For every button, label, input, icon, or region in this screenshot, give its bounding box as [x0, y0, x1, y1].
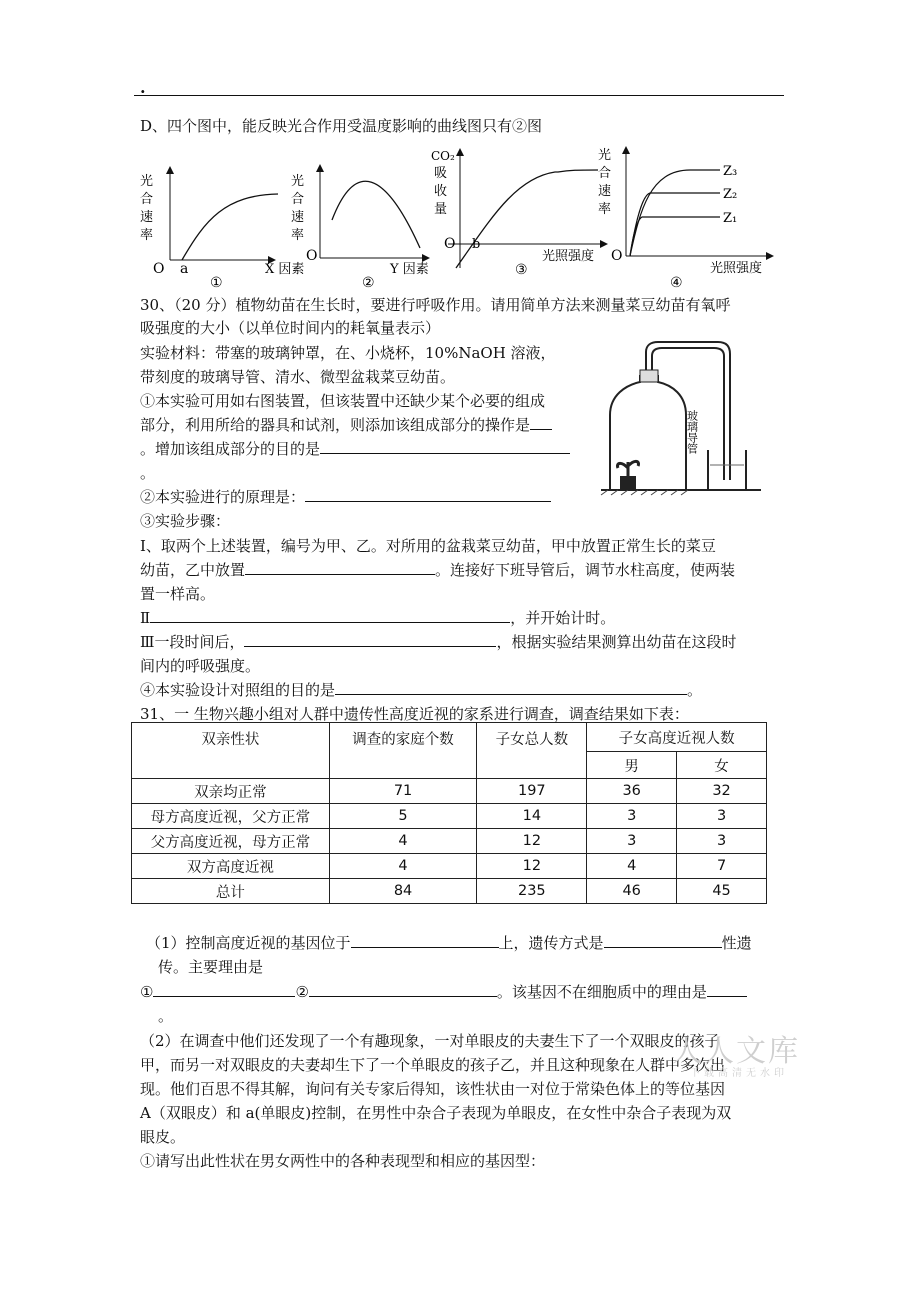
th-male: 男 [587, 752, 677, 779]
survey-table [131, 722, 767, 904]
q30-s2a: Ⅱ [140, 609, 151, 627]
q31-title: 31、一 生物兴趣小组对人群中遗传性高度近视的家系进行调查，调查结果如下表： [140, 705, 689, 723]
cell: 14 [477, 804, 587, 829]
blank[interactable] [351, 932, 499, 948]
blank[interactable] [305, 486, 551, 502]
g2-xlabel: Y 因素 [390, 262, 429, 277]
g3-xlabel: 光照强度 [542, 249, 595, 264]
blank[interactable] [530, 414, 552, 430]
cell: 父方高度近视，母方正常 [132, 829, 330, 854]
g4-ylabel-0: 光 [598, 148, 612, 163]
q31-sub1c: 性遗 [721, 934, 752, 952]
option-d: D、四个图中，能反映光合作用受温度影响的曲线图只有②图 [140, 117, 543, 135]
q30-s3a: Ⅲ一段时间后， [140, 633, 245, 651]
g3-ylabel-2: 量 [434, 202, 448, 217]
g4-xlabel: 光照强度 [710, 261, 763, 276]
g1-mark-a: a [180, 261, 189, 277]
th-children: 子女总人数 [477, 723, 587, 779]
g1-ylabel-0: 光 [140, 174, 154, 189]
th-myopia: 子女高度近视人数 [587, 723, 767, 752]
q30-materials-2: 带刻度的玻璃导管、清水、微型盆栽菜豆幼苗。 [140, 368, 456, 386]
q31-sub1d: 传。主要理由是 [158, 958, 264, 976]
cell: 45 [677, 879, 767, 904]
blank[interactable] [335, 679, 687, 695]
q30-p1d: 。 [140, 464, 156, 482]
q30-materials-1: 实验材料：带塞的玻璃钟罩，在、小烧杯，10%NaOH 溶液， [140, 344, 556, 362]
g4-curve-z1: Z₁ [723, 211, 738, 226]
q31-sub2b: 甲，而另一对双眼皮的夫妻却生下了一个单眼皮的孩子乙，并且这种现象在人群中多次出 [140, 1056, 726, 1074]
cell: 总计 [132, 879, 330, 904]
g2-ylabel-1: 合 [291, 192, 305, 207]
blank[interactable] [244, 631, 496, 647]
photosynthesis-graphs [130, 140, 800, 290]
blank[interactable] [150, 607, 510, 623]
cell: 84 [329, 879, 477, 904]
g2-num: ② [362, 275, 375, 290]
q30-p1a: ①本实验可用如右图装置，但该装置中还缺少某个必要的组成 [140, 392, 546, 410]
q31-sub2f: ①请写出此性状在男女两性中的各种表现型和相应的基因型： [140, 1152, 546, 1170]
cell: 3 [677, 829, 767, 854]
q30-s1a: Ⅰ、取两个上述装置，编号为甲、乙。对所用的盆栽菜豆幼苗，甲中放置正常生长的菜豆 [140, 537, 716, 555]
g3-ylabel-1: 收 [434, 184, 448, 199]
blank[interactable] [604, 932, 722, 948]
q30-p1c-line [140, 438, 570, 459]
g4-origin: O [611, 248, 623, 264]
q30-s1b: 幼苗，乙中放置 [140, 561, 246, 579]
cell: 71 [329, 779, 477, 804]
g4-curve-z2: Z₂ [723, 187, 738, 202]
q31-sub2c: 现。他们百思不得其解，询问有关专家后得知，该性状由一对位于常染色体上的等位基因 [140, 1080, 726, 1098]
cell: 母方高度近视，父方正常 [132, 804, 330, 829]
g1-ylabel-1: 合 [140, 192, 154, 207]
cell: 4 [329, 829, 477, 854]
q30-s3c: 间内的呼吸强度。 [140, 657, 261, 675]
q30-p2-line [140, 486, 551, 507]
graph-2 [291, 168, 429, 290]
cell: 7 [677, 854, 767, 879]
q31-sub1b: 上，遗传方式是 [498, 934, 604, 952]
blank[interactable] [320, 438, 570, 454]
q30-p2: ②本实验进行的原理是： [140, 488, 306, 506]
cell: 3 [677, 804, 767, 829]
q30-p4b: 。 [687, 681, 703, 699]
table-row [132, 804, 767, 829]
q30-s3b: ，根据实验结果测算出幼苗在这段时 [496, 633, 737, 651]
cell: 3 [587, 829, 677, 854]
cell: 12 [477, 854, 587, 879]
cell: 双亲均正常 [132, 779, 330, 804]
cell: 32 [677, 779, 767, 804]
g4-num: ④ [670, 275, 683, 290]
apparatus-figure [596, 340, 766, 500]
q31-sub2e: 眼皮。 [140, 1128, 186, 1146]
q30-p1c: 。增加该组成部分的目的是 [140, 440, 321, 458]
th-female: 女 [677, 752, 767, 779]
q30-s1c: 。连接好下班导管后，调节水柱高度，使两装 [435, 561, 736, 579]
blank[interactable] [245, 559, 435, 575]
th-families: 调查的家庭个数 [329, 723, 477, 779]
cell: 46 [587, 879, 677, 904]
q31-sub2a: （2）在调查中他们还发现了一个有趣现象，一对单眼皮的夫妻生下了一个双眼皮的孩子 [140, 1032, 720, 1050]
table-row [132, 854, 767, 879]
g3-ylabel-0: 吸 [434, 166, 448, 181]
g4-curve-z3: Z₃ [723, 164, 738, 179]
q31-sub1a: （1）控制高度近视的基因位于 [146, 934, 351, 952]
g1-origin: O [153, 261, 165, 277]
q30-p4a: ④本实验设计对照组的目的是 [140, 681, 336, 699]
q30-s2b: ，并开始计时。 [510, 609, 616, 627]
q30-s1b-line [140, 559, 735, 580]
g3-mark-b: b [472, 237, 481, 252]
g1-num: ① [210, 275, 223, 290]
watermark-sub: 下载高清无水印 [690, 1068, 788, 1079]
g3-num: ③ [515, 262, 528, 278]
q30-s1d: 置一样高。 [140, 585, 216, 603]
g1-xlabel: X 因素 [265, 262, 305, 277]
table-row [132, 829, 767, 854]
graph-1 [140, 170, 304, 290]
q31-sub1g: 。该基因不在细胞质中的理由是 [496, 983, 707, 1001]
q31-sub1-line [146, 932, 752, 953]
blank[interactable] [707, 981, 747, 997]
cell: 4 [587, 854, 677, 879]
q30-s2-line [140, 607, 615, 628]
g1-ylabel-3: 率 [140, 228, 154, 243]
q30-p1b: 部分，利用所给的器具和试剂，则添加该组成部分的操作是 [140, 416, 531, 434]
header-rule [134, 95, 784, 96]
g4-ylabel-2: 速 [598, 184, 612, 199]
table-row [132, 779, 767, 804]
g3-origin: O [444, 236, 456, 252]
q30-s3-line [140, 631, 736, 652]
graph-3 [431, 149, 604, 278]
cell: 12 [477, 829, 587, 854]
blank[interactable] [153, 981, 295, 997]
g2-origin: O [306, 248, 318, 264]
g1-ylabel-2: 速 [140, 210, 154, 225]
q30-p1b-line [140, 414, 552, 435]
q31-sub1h: 。 [158, 1007, 174, 1025]
cell: 36 [587, 779, 677, 804]
cell: 235 [477, 879, 587, 904]
g2-ylabel-3: 率 [291, 228, 305, 243]
g3-ylabel-top: CO₂ [431, 149, 455, 163]
q31-sub1e: ① [140, 983, 154, 1001]
cell: 双方高度近视 [132, 854, 330, 879]
g4-ylabel-1: 合 [598, 166, 612, 181]
q31-sub1-answers [140, 981, 747, 1002]
q30-title: 30、（20 分）植物幼苗在生长时，要进行呼吸作用。请用简单方法来测量菜豆幼苗有氧呼 [140, 296, 731, 314]
tube-label: 玻璃导管 [685, 410, 699, 454]
cell: 4 [329, 854, 477, 879]
cell: 5 [329, 804, 477, 829]
th-parents: 双亲性状 [132, 723, 330, 779]
watermark-logo: 人人文库 [672, 1034, 800, 1069]
cell: 3 [587, 804, 677, 829]
q31-sub1f: ② [295, 983, 309, 1001]
cell: 197 [477, 779, 587, 804]
q30-title-2: 吸强度的大小（以单位时间内的耗氧量表示） [140, 319, 441, 337]
g2-ylabel-2: 速 [291, 210, 305, 225]
q30-p3: ③实验步骤： [140, 512, 231, 530]
graph-4 [598, 147, 770, 290]
table-row [132, 879, 767, 904]
q31-sub2d: A（双眼皮）和 a(单眼皮)控制，在男性中杂合子表现为单眼皮，在女性中杂合子表现为双 [140, 1104, 732, 1122]
q30-p4-line [140, 679, 702, 700]
g4-ylabel-3: 率 [598, 202, 612, 217]
g2-ylabel-0: 光 [291, 174, 305, 189]
header-dot: . [140, 78, 146, 97]
blank[interactable] [309, 981, 497, 997]
